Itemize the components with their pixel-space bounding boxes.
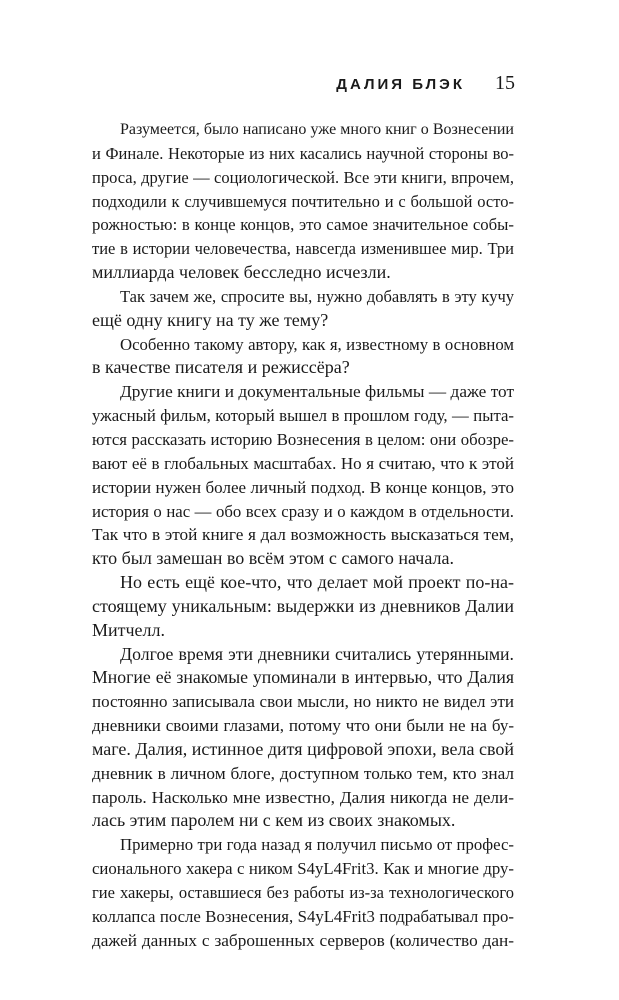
text-line: Примерно три года назад я получил письмо от профес- (120, 835, 514, 855)
text-line: вают её в глобальных масштабах. Но я считаю, что к этой (92, 453, 514, 473)
text-line: ужасный фильм, который вышел в прошлом году, — пыта- (92, 406, 514, 426)
text-line: дневники своими глазами, потому что они были не на бу- (92, 716, 514, 736)
body-text (92, 118, 514, 953)
text-line: ещё одну книгу на ту же тему? (92, 309, 329, 330)
text-line: Долгое время эти дневники считались утерянными. (120, 643, 514, 664)
text-line: коллапса после Вознесения, S4yL4Frit3 подрабатывал про- (92, 906, 514, 926)
text-line: гие хакеры, оставшиеся без работы из-за технологического (92, 883, 514, 902)
text-line: Разумеется, было написано уже много книг о Вознесении (120, 121, 514, 138)
text-line: кто был замешан во всём этом с самого начала. (92, 548, 454, 569)
text-line: дажей данных с заброшенных серверов (количество дан- (92, 930, 514, 950)
text-line: лась этим паролем ни с кем из своих знакомых. (92, 810, 456, 831)
text-line: Так зачем же, спросите вы, нужно добавлять в эту кучу (120, 286, 514, 306)
text-line: миллиарда человек бесследно исчезли. (92, 262, 391, 283)
running-head-author: ДАЛИЯ БЛЭК (336, 76, 465, 93)
text-line: проса, другие — социологической. Все эти книги, впрочем, (92, 167, 514, 187)
text-line: стоящему уникальным: выдержки из дневников Далии (92, 595, 514, 616)
text-line: ются рассказать историю Вознесения в целом: они обозре- (92, 429, 514, 449)
text-line: Многие её знакомые упоминали в интервью, что Далия (92, 667, 514, 688)
page-number: 15 (495, 72, 515, 94)
text-line: и Финале. Некоторые из них касались научной стороны во- (92, 143, 514, 163)
text-line: Но есть ещё кое-что, что делает мой проект по-на- (120, 572, 514, 593)
text-line: рожностью: в конце концов, это самое значительное собы- (92, 215, 514, 235)
text-line: история о нас — обо всех сразу и о каждом в отдельности. (92, 501, 514, 521)
text-line: в качестве писателя и режиссёра? (92, 357, 350, 378)
text-line: постоянно записывала свои мысли, но никто не видел эти (92, 692, 514, 712)
running-head (336, 72, 515, 95)
text-line: Особенно такому автору, как я, известному в основном (120, 334, 514, 354)
text-line: пароль. Насколько мне известно, Далия никогда не дели- (92, 787, 514, 807)
text-line: дневник в личном блоге, доступном только тем, кто знал (92, 763, 514, 783)
text-line: сионального хакера с ником S4yL4Frit3. Как и многие дру- (92, 859, 514, 879)
text-line: Другие книги и документальные фильмы — даже тот (120, 382, 514, 402)
text-line: Так что в этой книге я дал возможность высказаться тем, (92, 525, 514, 545)
text-line: маге. Далия, истинное дитя цифровой эпохи, вела свой (92, 738, 514, 759)
text-line: истории нужен более личный подход. В конце концов, это (92, 477, 514, 497)
text-line: тие в истории человечества, навсегда изменившее мир. Три (92, 239, 514, 259)
text-line: подходили к случившемуся почтительно и с большой осто- (92, 191, 514, 211)
text-line: Митчелл. (92, 619, 166, 640)
